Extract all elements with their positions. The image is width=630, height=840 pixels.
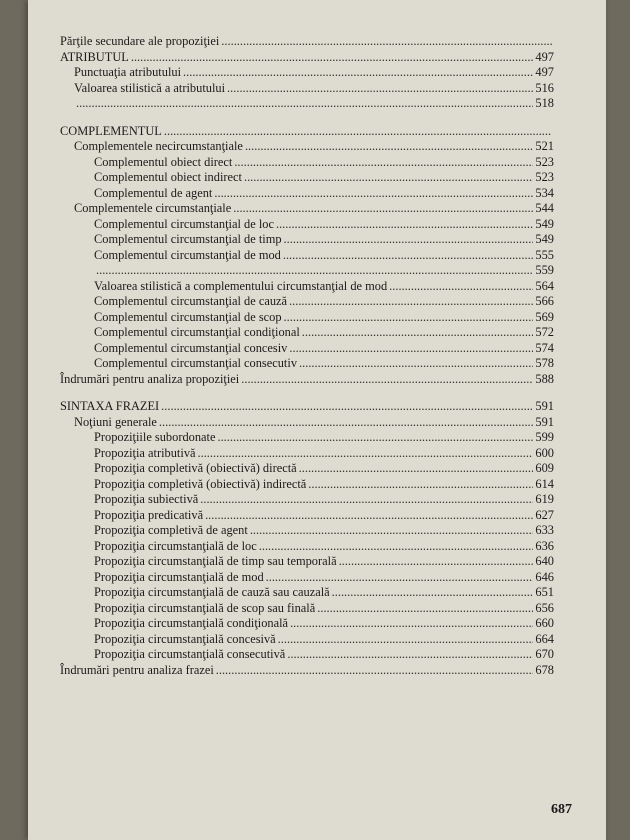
toc-entry <box>60 310 554 326</box>
dot-leader <box>227 81 533 97</box>
toc-entry-title: Propoziţia circumstanţială condiţională <box>94 616 289 630</box>
dot-leader <box>183 65 533 81</box>
dot-leader <box>290 616 533 632</box>
toc-entry-page: 591 <box>535 399 554 413</box>
toc-entry <box>60 461 554 477</box>
toc-entry <box>60 81 554 97</box>
toc-entry-page: 497 <box>535 49 554 64</box>
toc-entry-page: 523 <box>535 170 554 184</box>
toc-entry-title: Complementul circumstanţial concesiv <box>94 340 288 355</box>
toc-entry-page: 574 <box>535 340 554 355</box>
dot-leader <box>241 372 533 388</box>
toc-entry-page: 599 <box>535 430 554 444</box>
toc-entry <box>60 139 554 155</box>
toc-entry-title: Propoziţia circumstanţială concesivă <box>94 631 276 646</box>
toc-entry-page: 656 <box>535 600 554 615</box>
dot-leader <box>233 201 533 217</box>
dot-leader <box>217 430 533 446</box>
toc-entry-page: 544 <box>535 201 554 215</box>
toc-entry-title: Punctuaţia atributului <box>74 65 182 79</box>
page-number: 687 <box>551 802 572 817</box>
dot-leader <box>339 554 534 570</box>
dot-leader <box>221 34 552 50</box>
toc-entry-page: 555 <box>535 247 554 262</box>
toc-entry <box>60 585 554 601</box>
toc-entry-page: 651 <box>535 585 554 599</box>
toc-entry <box>60 65 554 81</box>
toc-entry <box>60 446 554 462</box>
toc-entry-title: Complementul obiect indirect <box>94 170 242 184</box>
toc-entry-page: 664 <box>535 631 554 646</box>
toc-entry-title: Complementul de agent <box>94 185 213 200</box>
section-gap <box>60 112 554 124</box>
section-gap <box>60 387 554 399</box>
toc-entry-title: Complementul obiect direct <box>94 154 233 169</box>
dot-leader <box>289 294 533 310</box>
table-of-contents <box>60 34 554 678</box>
toc-entry-page: 678 <box>535 662 554 677</box>
book-page <box>28 0 606 840</box>
toc-entry <box>60 523 554 539</box>
toc-entry-page: 660 <box>535 616 554 630</box>
toc-entry-page: 578 <box>535 356 554 370</box>
dot-leader <box>308 477 533 493</box>
toc-entry <box>60 647 554 663</box>
toc-entry-page: 572 <box>535 325 554 339</box>
toc-entry <box>60 477 554 493</box>
toc-entry-page: 569 <box>535 309 554 324</box>
toc-entry-title: Complementul circumstanţial de timp <box>94 232 282 246</box>
dot-leader <box>284 232 534 248</box>
dot-leader <box>389 279 533 295</box>
dot-leader <box>299 356 533 372</box>
toc-entry-title: Complementul circumstanţial de mod <box>94 247 281 262</box>
toc-entry-page: 559 <box>535 263 554 277</box>
dot-leader <box>164 124 552 140</box>
toc-entry <box>60 263 554 279</box>
dot-leader <box>96 263 533 279</box>
dot-leader <box>289 341 533 357</box>
dot-leader <box>302 325 534 341</box>
toc-entry-page: 516 <box>535 80 554 95</box>
toc-entry <box>60 508 554 524</box>
toc-entry-page: 549 <box>535 216 554 231</box>
toc-entry-page: 627 <box>535 507 554 522</box>
toc-entry-page: 564 <box>535 278 554 293</box>
toc-entry-title: COMPLEMENTUL <box>60 123 162 138</box>
toc-entry-title: Complementul circumstanţial de cauză <box>94 294 288 308</box>
toc-entry-title: Propoziţiile subordonate <box>94 430 216 444</box>
dot-leader <box>332 585 534 601</box>
dot-leader <box>214 186 533 202</box>
toc-entry <box>60 325 554 341</box>
toc-entry-page: 614 <box>535 476 554 491</box>
toc-entry <box>60 96 554 112</box>
toc-entry <box>60 601 554 617</box>
dot-leader <box>200 492 533 508</box>
toc-entry <box>60 570 554 586</box>
toc-entry-page: 497 <box>535 65 554 79</box>
toc-entry-page: 633 <box>535 523 554 537</box>
dot-leader <box>259 539 534 555</box>
toc-entry-title: SINTAXA FRAZEI <box>60 399 160 413</box>
toc-entry <box>60 124 554 140</box>
toc-entry-title: Propoziţia subiectivă <box>94 492 199 506</box>
dot-leader <box>131 50 534 66</box>
toc-entry-title: Valoarea stilistică a complementului circumstanţial de mod <box>94 278 388 293</box>
toc-entry-page: 646 <box>535 569 554 584</box>
toc-entry-page: 523 <box>535 154 554 169</box>
toc-entry-title: Părţile secundare ale propoziţiei <box>60 34 220 48</box>
toc-entry <box>60 155 554 171</box>
toc-entry-title: ATRIBUTUL <box>60 49 129 64</box>
toc-entry-page: 591 <box>535 414 554 429</box>
dot-leader <box>299 461 534 477</box>
toc-entry <box>60 170 554 186</box>
toc-entry-title: Îndrumări pentru analiza frazei <box>60 662 214 677</box>
toc-entry <box>60 415 554 431</box>
toc-entry-title: Complementele circumstanţiale <box>74 201 232 215</box>
toc-entry-page: 670 <box>535 647 554 661</box>
toc-entry-title: Noţiuni generale <box>74 414 157 429</box>
dot-leader <box>234 155 533 171</box>
toc-entry-title: Complementul circumstanţial consecutiv <box>94 356 298 370</box>
toc-entry-title: Complementul circumstanţial de scop <box>94 309 282 324</box>
dot-leader <box>205 508 533 524</box>
toc-entry <box>60 616 554 632</box>
toc-entry <box>60 232 554 248</box>
dot-leader <box>244 170 533 186</box>
toc-entry <box>60 50 554 66</box>
toc-entry-page: 534 <box>535 185 554 200</box>
dot-leader <box>245 139 533 155</box>
toc-entry <box>60 217 554 233</box>
toc-entry-page: 640 <box>535 554 554 568</box>
toc-entry-title: Propoziţia circumstanţială consecutivă <box>94 647 286 661</box>
toc-entry-title: Propoziţia circumstanţială de mod <box>94 569 264 584</box>
toc-entry <box>60 341 554 357</box>
toc-entry-title: Propoziţia completivă (obiectivă) directă <box>94 461 297 475</box>
toc-entry-title: Complementele necircumstanţiale <box>74 139 243 153</box>
toc-entry-title: Propoziţia circumstanţială de cauză sau cauzală <box>94 585 330 599</box>
toc-entry <box>60 539 554 555</box>
toc-entry <box>60 663 554 679</box>
dot-leader <box>250 523 534 539</box>
toc-entry <box>60 201 554 217</box>
toc-entry-title: Propoziţia circumstanţială de loc <box>94 538 257 553</box>
toc-entry-page: 521 <box>535 139 554 153</box>
toc-entry-title: Propoziţia predicativă <box>94 507 204 522</box>
dot-leader <box>284 310 534 326</box>
toc-entry <box>60 356 554 372</box>
toc-entry <box>60 34 554 50</box>
dot-leader <box>283 248 534 264</box>
toc-entry-title: Propoziţia completivă (obiectivă) indirectă <box>94 476 307 491</box>
toc-entry <box>60 632 554 648</box>
toc-entry-page: 518 <box>535 96 554 110</box>
toc-entry-title: Propoziţia completivă de agent <box>94 523 248 537</box>
dot-leader <box>216 663 534 679</box>
toc-entry <box>60 372 554 388</box>
toc-entry-page: 588 <box>535 371 554 386</box>
toc-entry-title: Îndrumări pentru analiza propoziţiei <box>60 371 240 386</box>
toc-entry-title: Propoziţia atributivă <box>94 445 196 460</box>
toc-entry-page: 566 <box>535 294 554 308</box>
toc-entry-title: Complementul circumstanţial de loc <box>94 216 274 231</box>
toc-entry-title: Complementul circumstanţial condiţional <box>94 325 300 339</box>
toc-entry <box>60 294 554 310</box>
dot-leader <box>159 415 533 431</box>
toc-entry <box>60 492 554 508</box>
dot-leader <box>76 96 533 112</box>
dot-leader <box>276 217 533 233</box>
toc-entry-page: 549 <box>535 232 554 246</box>
dot-leader <box>317 601 533 617</box>
toc-entry <box>60 186 554 202</box>
toc-entry-page: 609 <box>535 461 554 475</box>
dot-leader <box>161 399 533 415</box>
toc-entry-page: 600 <box>535 445 554 460</box>
dot-leader <box>266 570 534 586</box>
toc-entry-page: 636 <box>535 538 554 553</box>
toc-entry-title: Propoziţia circumstanţială de timp sau temporală <box>94 554 337 568</box>
dot-leader <box>198 446 534 462</box>
dot-leader <box>287 647 533 663</box>
toc-entry <box>60 279 554 295</box>
toc-entry <box>60 430 554 446</box>
toc-entry <box>60 248 554 264</box>
toc-entry-title: Propoziţia circumstanţială de scop sau finală <box>94 600 316 615</box>
toc-entry <box>60 554 554 570</box>
toc-entry <box>60 399 554 415</box>
toc-entry-title: Valoarea stilistică a atributului <box>74 80 226 95</box>
dot-leader <box>278 632 534 648</box>
toc-entry-page: 619 <box>535 492 554 506</box>
